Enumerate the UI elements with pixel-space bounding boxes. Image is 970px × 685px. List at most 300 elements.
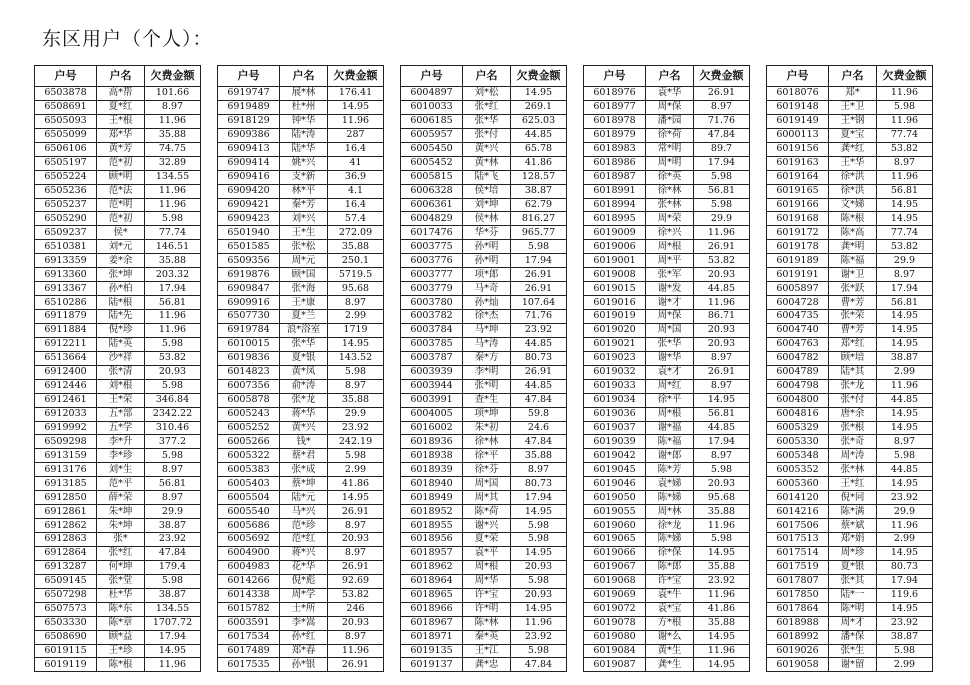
- account-no-cell: 6004829: [401, 212, 463, 226]
- table-row: [35, 184, 201, 198]
- table-row: [35, 226, 201, 240]
- arrears-amount-cell: 59.8: [511, 407, 567, 421]
- account-name-cell: 张*红: [463, 100, 511, 114]
- table-row: [767, 351, 933, 365]
- account-name-cell: 倪*彪: [280, 574, 328, 588]
- table-row: [584, 268, 750, 282]
- arrears-amount-cell: 35.88: [511, 449, 567, 463]
- account-no-cell: 6501585: [218, 240, 280, 254]
- account-name-cell: 郑*红: [829, 337, 877, 351]
- table-row: [218, 365, 384, 379]
- arrears-amount-cell: 272.09: [328, 226, 384, 240]
- account-name-cell: 谢*留: [829, 658, 877, 672]
- account-name-cell: 范*明: [97, 198, 145, 212]
- account-name-cell: 张*华: [280, 337, 328, 351]
- table-row: [584, 184, 750, 198]
- account-no-cell: 6018952: [401, 505, 463, 519]
- arrears-amount-cell: 8.97: [877, 268, 933, 282]
- account-name-cell: 龚*忠: [463, 658, 511, 672]
- account-no-cell: 6017807: [767, 574, 829, 588]
- arrears-amount-cell: 14.95: [694, 546, 750, 560]
- account-no-cell: 6019023: [584, 351, 646, 365]
- table-row: [767, 505, 933, 519]
- account-name-cell: 夏*宝: [829, 128, 877, 142]
- account-name-cell: 孙*灿: [463, 296, 511, 310]
- arrears-amount-cell: 53.82: [328, 588, 384, 602]
- table-row: [218, 87, 384, 101]
- arrears-amount-cell: 35.88: [145, 254, 201, 268]
- account-no-cell: 6018956: [401, 533, 463, 547]
- table-row: [35, 602, 201, 616]
- table-row: [218, 337, 384, 351]
- account-name-cell: 周*根: [646, 240, 694, 254]
- account-no-cell: 6019045: [584, 463, 646, 477]
- account-name-cell: 张*龙: [280, 393, 328, 407]
- account-name-cell: 浪*浴室: [280, 323, 328, 337]
- account-no-cell: 6019060: [584, 519, 646, 533]
- account-no-cell: 6019050: [584, 491, 646, 505]
- arrears-amount-cell: 92.69: [328, 574, 384, 588]
- arrears-amount-cell: 1719: [328, 323, 384, 337]
- account-name-cell: 张*根: [829, 421, 877, 435]
- account-no-cell: 6507730: [218, 310, 280, 324]
- account-no-cell: 6019084: [584, 644, 646, 658]
- account-no-cell: 6003775: [401, 240, 463, 254]
- arrears-amount-cell: 203.32: [145, 268, 201, 282]
- account-name-cell: 王*钢: [829, 114, 877, 128]
- account-name-cell: 张*其: [829, 574, 877, 588]
- arrears-amount-cell: 8.97: [694, 100, 750, 114]
- account-no-cell: 6019189: [767, 254, 829, 268]
- arrears-amount-cell: 56.81: [694, 184, 750, 198]
- table-row: [218, 226, 384, 240]
- account-no-cell: 6018994: [584, 198, 646, 212]
- account-no-cell: 6503878: [35, 87, 97, 101]
- account-no-cell: 6019026: [767, 644, 829, 658]
- account-no-cell: 6019058: [767, 658, 829, 672]
- table-row: [35, 574, 201, 588]
- account-name-cell: 周*根: [463, 560, 511, 574]
- account-no-cell: 6909847: [218, 282, 280, 296]
- account-name-cell: 周*其: [463, 491, 511, 505]
- table-row: [584, 240, 750, 254]
- account-name-cell: 范*初: [97, 212, 145, 226]
- account-no-cell: 6007356: [218, 379, 280, 393]
- arrears-amount-cell: 101.66: [145, 87, 201, 101]
- account-no-cell: 6018992: [767, 630, 829, 644]
- account-no-cell: 6019115: [35, 644, 97, 658]
- arrears-amount-cell: 47.84: [511, 435, 567, 449]
- table-row: [218, 491, 384, 505]
- account-name-cell: 张*林: [646, 198, 694, 212]
- account-name-cell: 陈*东: [97, 602, 145, 616]
- account-no-cell: 6018940: [401, 477, 463, 491]
- account-name-cell: 孙*红: [280, 630, 328, 644]
- table-row: [218, 630, 384, 644]
- account-name-cell: 张*: [97, 533, 145, 547]
- account-no-cell: 6014823: [218, 365, 280, 379]
- arrears-amount-cell: 5.98: [511, 574, 567, 588]
- account-name-cell: 王*卫: [829, 100, 877, 114]
- account-no-cell: 6505197: [35, 156, 97, 170]
- account-name-cell: 徐*杰: [463, 310, 511, 324]
- table-row: [218, 393, 384, 407]
- arrears-amount-cell: 26.91: [511, 268, 567, 282]
- account-no-cell: 6909420: [218, 184, 280, 198]
- page-title: 东区用户（个人）：: [42, 28, 213, 50]
- arrears-amount-cell: 14.95: [877, 546, 933, 560]
- account-no-cell: 6019020: [584, 323, 646, 337]
- table-row: [35, 212, 201, 226]
- arrears-amount-cell: 14.95: [877, 477, 933, 491]
- table-row: [35, 351, 201, 365]
- table-row: [218, 156, 384, 170]
- arrears-amount-cell: 80.73: [511, 351, 567, 365]
- arrears-amount-cell: 74.75: [145, 142, 201, 156]
- table-row: [35, 477, 201, 491]
- account-no-cell: 6018938: [401, 449, 463, 463]
- table-row: [584, 282, 750, 296]
- account-no-cell: 6005450: [401, 142, 463, 156]
- account-name-cell: 龚*红: [829, 142, 877, 156]
- account-name-cell: 徐*洪: [829, 170, 877, 184]
- table-row: [584, 310, 750, 324]
- account-no-cell: 6019021: [584, 337, 646, 351]
- account-name-cell: 钟*华: [280, 114, 328, 128]
- table-row: [218, 533, 384, 547]
- account-no-cell: 6006185: [401, 114, 463, 128]
- account-no-cell: 6913367: [35, 282, 97, 296]
- account-name-cell: 张*红: [97, 546, 145, 560]
- account-name-cell: 潘*园: [646, 114, 694, 128]
- account-no-cell: 6018991: [584, 184, 646, 198]
- arrears-amount-cell: 17.94: [145, 282, 201, 296]
- table-row: [218, 588, 384, 602]
- arrears-amount-cell: 32.89: [145, 156, 201, 170]
- account-name-header: 户名: [829, 66, 877, 87]
- account-name-cell: 马*兴: [280, 505, 328, 519]
- table-row: [401, 351, 567, 365]
- account-no-cell: 6909416: [218, 170, 280, 184]
- account-name-cell: 周*才: [829, 616, 877, 630]
- account-no-cell: 6003784: [401, 323, 463, 337]
- account-name-cell: 徐*林: [463, 435, 511, 449]
- table-row: [35, 114, 201, 128]
- arrears-amount-cell: 35.88: [328, 240, 384, 254]
- account-name-cell: 张*清: [97, 365, 145, 379]
- table-row: [401, 100, 567, 114]
- arrears-amount-cell: 14.95: [877, 323, 933, 337]
- account-name-cell: 李*嵩: [280, 616, 328, 630]
- table-row: [218, 114, 384, 128]
- account-name-cell: 夏*红: [97, 100, 145, 114]
- arrears-amount-cell: 17.94: [145, 630, 201, 644]
- table-row: [584, 114, 750, 128]
- account-no-cell: 6004782: [767, 351, 829, 365]
- table-row: [584, 435, 750, 449]
- account-no-cell: 6004900: [218, 546, 280, 560]
- account-no-cell: 6018978: [584, 114, 646, 128]
- arrears-amount-cell: 38.87: [511, 184, 567, 198]
- account-no-cell: 6019135: [401, 644, 463, 658]
- account-name-cell: 徐*荷: [646, 128, 694, 142]
- arrears-amount-cell: 8.97: [877, 435, 933, 449]
- table-row: [35, 588, 201, 602]
- account-name-cell: 蒋*华: [280, 407, 328, 421]
- table-row: [767, 602, 933, 616]
- arrears-amount-cell: 11.96: [694, 296, 750, 310]
- account-no-cell: 6018995: [584, 212, 646, 226]
- arrears-amount-cell: 5.98: [145, 379, 201, 393]
- account-no-cell: 6005452: [401, 156, 463, 170]
- header-row: [767, 66, 933, 87]
- account-name-cell: 钱*: [280, 435, 328, 449]
- table-row: [218, 240, 384, 254]
- arrears-amount-cell: 23.92: [694, 574, 750, 588]
- table-row: [218, 142, 384, 156]
- account-name-cell: 刘*元: [97, 240, 145, 254]
- table-row: [218, 407, 384, 421]
- account-no-cell: 6019037: [584, 421, 646, 435]
- account-no-cell: 6501940: [218, 226, 280, 240]
- arrears-amount-cell: 14.95: [511, 505, 567, 519]
- arrears-amount-cell: 14.95: [328, 491, 384, 505]
- arrears-amount-cell: 14.95: [694, 393, 750, 407]
- table-row: [401, 533, 567, 547]
- account-no-cell: 6019015: [584, 282, 646, 296]
- account-no-cell: 6513664: [35, 351, 97, 365]
- account-no-cell: 6510381: [35, 240, 97, 254]
- table-row: [401, 212, 567, 226]
- arrears-amount-cell: 5.98: [328, 365, 384, 379]
- table-row: [767, 142, 933, 156]
- account-no-cell: 6017513: [767, 533, 829, 547]
- table-row: [35, 505, 201, 519]
- arrears-amount-header: 欠费金额: [328, 66, 384, 87]
- arrears-amount-cell: 143.52: [328, 351, 384, 365]
- arrears-amount-header: 欠费金额: [511, 66, 567, 87]
- header-row: [35, 66, 201, 87]
- table-row: [584, 477, 750, 491]
- account-name-cell: 龚*明: [829, 240, 877, 254]
- account-name-cell: 李*明: [463, 365, 511, 379]
- table-row: [767, 323, 933, 337]
- account-name-cell: 俞*涛: [280, 379, 328, 393]
- account-name-cell: 侯*林: [463, 212, 511, 226]
- account-name-cell: 张*军: [646, 268, 694, 282]
- arrears-amount-cell: 14.95: [877, 602, 933, 616]
- arrears-amount-cell: 20.93: [694, 477, 750, 491]
- account-no-cell: 6017864: [767, 602, 829, 616]
- table-row: [35, 393, 201, 407]
- account-no-cell: 6003779: [401, 282, 463, 296]
- account-name-cell: 陈*福: [829, 254, 877, 268]
- table-row: [35, 630, 201, 644]
- arrears-amount-cell: 53.82: [877, 142, 933, 156]
- arrears-amount-cell: 14.95: [877, 310, 933, 324]
- account-name-cell: 陈*满: [829, 505, 877, 519]
- table-row: [218, 435, 384, 449]
- table-row: [401, 254, 567, 268]
- account-name-cell: 张*成: [280, 463, 328, 477]
- arrears-amount-cell: 20.93: [511, 560, 567, 574]
- arrears-amount-cell: 11.96: [877, 379, 933, 393]
- arrears-amount-cell: 1707.72: [145, 616, 201, 630]
- account-no-cell: 6005330: [767, 435, 829, 449]
- arrears-amount-cell: 17.94: [694, 435, 750, 449]
- table-row: [584, 491, 750, 505]
- table-row: [35, 198, 201, 212]
- account-no-cell: 6003777: [401, 268, 463, 282]
- arrears-amount-cell: 2.99: [877, 658, 933, 672]
- arrears-amount-cell: 377.2: [145, 435, 201, 449]
- account-name-cell: 陆*一: [829, 588, 877, 602]
- table-row: [218, 268, 384, 282]
- account-no-cell: 6003991: [401, 393, 463, 407]
- table-row: [35, 296, 201, 310]
- account-no-cell: 6003785: [401, 337, 463, 351]
- arrears-amount-cell: 11.96: [145, 323, 201, 337]
- account-name-cell: 夏*银: [280, 351, 328, 365]
- arrears-amount-cell: 5.98: [694, 533, 750, 547]
- table-row: [767, 616, 933, 630]
- account-no-cell: 6919489: [218, 100, 280, 114]
- account-name-cell: 方*根: [646, 616, 694, 630]
- account-name-cell: 高*帮: [97, 87, 145, 101]
- account-name-cell: 袁*才: [646, 365, 694, 379]
- account-no-cell: 6019066: [584, 546, 646, 560]
- arrears-amount-cell: 44.85: [694, 282, 750, 296]
- account-name-cell: 刘*生: [97, 463, 145, 477]
- table-row: [767, 574, 933, 588]
- account-no-cell: 6004735: [767, 310, 829, 324]
- table-row: [401, 393, 567, 407]
- arrears-table-3: [400, 65, 567, 672]
- account-name-cell: 张*付: [829, 393, 877, 407]
- table-row: [767, 379, 933, 393]
- arrears-amount-cell: 816.27: [511, 212, 567, 226]
- arrears-amount-cell: 26.91: [694, 240, 750, 254]
- account-name-cell: 周*珍: [829, 546, 877, 560]
- account-name-cell: 陆*涛: [280, 128, 328, 142]
- table-row: [401, 477, 567, 491]
- account-no-cell: 6005403: [218, 477, 280, 491]
- arrears-amount-cell: 44.85: [694, 421, 750, 435]
- arrears-amount-cell: 20.93: [328, 616, 384, 630]
- arrears-amount-cell: 5.98: [694, 463, 750, 477]
- account-name-cell: 秦*英: [463, 630, 511, 644]
- account-no-cell: 6018957: [401, 546, 463, 560]
- account-name-cell: 许*宝: [646, 574, 694, 588]
- account-name-cell: 曹*芳: [829, 296, 877, 310]
- arrears-amount-cell: 20.93: [328, 533, 384, 547]
- arrears-amount-cell: 14.95: [328, 337, 384, 351]
- account-name-cell: 许*宝: [463, 588, 511, 602]
- account-name-cell: 张*华: [646, 337, 694, 351]
- account-name-cell: 陈*福: [646, 435, 694, 449]
- table-row: [767, 337, 933, 351]
- arrears-amount-cell: 53.82: [877, 240, 933, 254]
- arrears-amount-cell: 5.98: [145, 449, 201, 463]
- arrears-amount-cell: 179.4: [145, 560, 201, 574]
- account-name-cell: 张*林: [829, 463, 877, 477]
- account-no-cell: 6004800: [767, 393, 829, 407]
- table-row: [584, 588, 750, 602]
- account-no-cell: 6019137: [401, 658, 463, 672]
- table-row: [218, 100, 384, 114]
- account-name-cell: 王*珍: [97, 644, 145, 658]
- account-name-cell: 陆*先: [97, 310, 145, 324]
- arrears-amount-cell: 8.97: [145, 463, 201, 477]
- account-name-cell: 刘*松: [463, 87, 511, 101]
- arrears-amount-cell: 35.88: [694, 505, 750, 519]
- arrears-amount-cell: 14.95: [511, 546, 567, 560]
- account-no-cell: 6019163: [767, 156, 829, 170]
- table-row: [584, 323, 750, 337]
- arrears-amount-cell: 5.98: [877, 644, 933, 658]
- table-row: [401, 630, 567, 644]
- table-row: [35, 616, 201, 630]
- account-name-cell: 姚*兴: [280, 156, 328, 170]
- account-no-header: 户号: [401, 66, 463, 87]
- arrears-amount-cell: 29.9: [328, 407, 384, 421]
- table-row: [218, 477, 384, 491]
- arrears-amount-cell: 26.91: [511, 365, 567, 379]
- arrears-amount-cell: 41.86: [694, 602, 750, 616]
- account-name-cell: 周*平: [646, 254, 694, 268]
- table-row: [584, 156, 750, 170]
- account-no-cell: 6912211: [35, 337, 97, 351]
- account-no-cell: 6019055: [584, 505, 646, 519]
- account-no-cell: 6505224: [35, 170, 97, 184]
- account-no-cell: 6913159: [35, 449, 97, 463]
- table-row: [218, 449, 384, 463]
- arrears-amount-cell: 47.84: [694, 128, 750, 142]
- account-name-cell: 徐*平: [646, 393, 694, 407]
- table-row: [584, 351, 750, 365]
- table-row: [767, 170, 933, 184]
- account-no-cell: 6014216: [767, 505, 829, 519]
- table-row: [35, 421, 201, 435]
- account-no-cell: 6004005: [401, 407, 463, 421]
- account-no-cell: 6909916: [218, 296, 280, 310]
- table-row: [401, 658, 567, 672]
- account-no-cell: 6019036: [584, 407, 646, 421]
- account-name-cell: 项*坤: [463, 407, 511, 421]
- table-row: [584, 365, 750, 379]
- header-row: [584, 66, 750, 87]
- account-name-cell: 展*林: [280, 87, 328, 101]
- account-no-cell: 6019067: [584, 560, 646, 574]
- arrears-amount-cell: 56.81: [877, 296, 933, 310]
- account-no-cell: 6019034: [584, 393, 646, 407]
- arrears-amount-cell: 346.84: [145, 393, 201, 407]
- account-no-cell: 6019046: [584, 477, 646, 491]
- arrears-amount-cell: 20.93: [694, 323, 750, 337]
- table-row: [35, 254, 201, 268]
- account-no-cell: 6019016: [584, 296, 646, 310]
- account-name-cell: 刘*兴: [280, 212, 328, 226]
- account-no-cell: 6006361: [401, 198, 463, 212]
- arrears-amount-cell: 5.98: [328, 449, 384, 463]
- account-name-cell: 陈*明: [829, 602, 877, 616]
- table-row: [35, 323, 201, 337]
- arrears-amount-cell: 77.74: [145, 226, 201, 240]
- arrears-amount-cell: 17.94: [877, 282, 933, 296]
- account-no-cell: 6019168: [767, 212, 829, 226]
- arrears-amount-cell: 8.97: [145, 491, 201, 505]
- account-no-cell: 6017506: [767, 519, 829, 533]
